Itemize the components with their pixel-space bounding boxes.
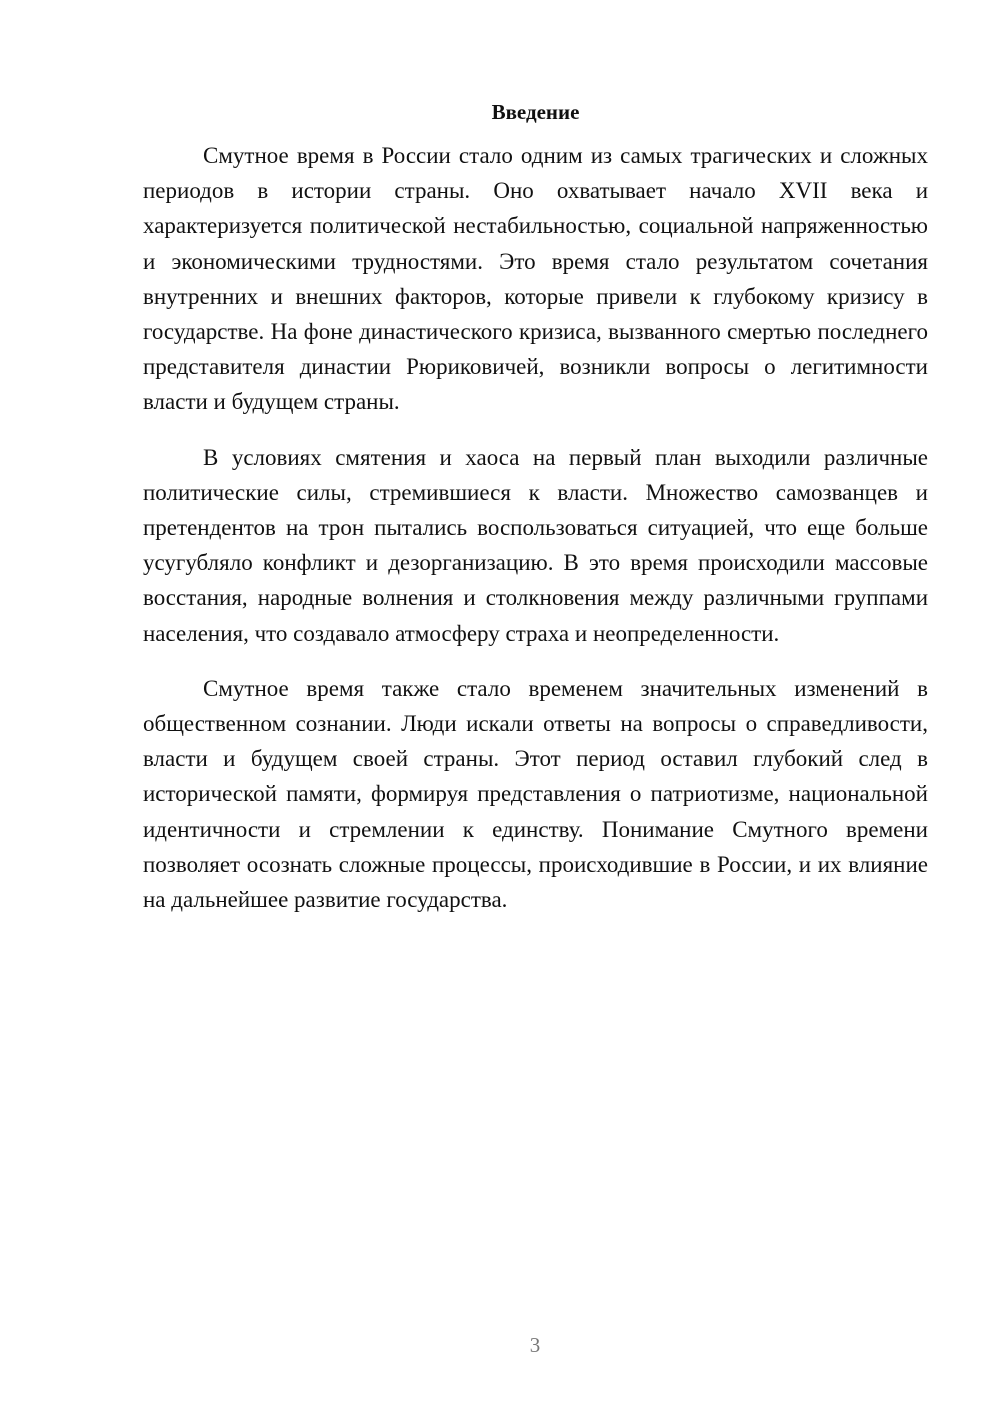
paragraph-1: Смутное время в России стало одним из самых трагических и сложных периодов в истории страны. Оно охватывает начало XVII века и характеризуется политической нестабильностью, социальной напряженностью и экономическими трудностями. Это время стало результатом сочетания внутренних и внешних факторов, которые привели к глубокому кризису в государстве. На фоне династического кризиса, вызванного смертью последнего представителя династии Рюриковичей, возникли вопросы о легитимности власти и будущем страны. <box>143 143 928 415</box>
paragraph-3: Смутное время также стало временем значительных изменений в общественном сознании. Люди искали ответы на вопросы о справедливости, власти и будущем своей страны. Этот период оставил глубокий след в исторической памяти, формируя представления о патриотизме, национальной идентичности и стремлении к единству. Понимание Смутного времени позволяет осознать сложные процессы, происходившие в России, и их влияние на дальнейшее развитие государства. <box>143 675 928 913</box>
page-number: 3 <box>529 1333 541 1357</box>
paragraph-2: В условиях смятения и хаоса на первый план выходили различные политические силы, стремившиеся к власти. Множество самозванцев и претендентов на трон пытались воспользоваться ситуацией, что еще больше усугубляло конфликт и дезорганизацию. В это время происходили массовые восстания, народные волнения и столкновения между различными группами населения, что создавало атмосферу страха и неопределенности. <box>143 444 928 646</box>
section-title: Введение <box>491 100 580 124</box>
document-body <box>143 96 928 937</box>
